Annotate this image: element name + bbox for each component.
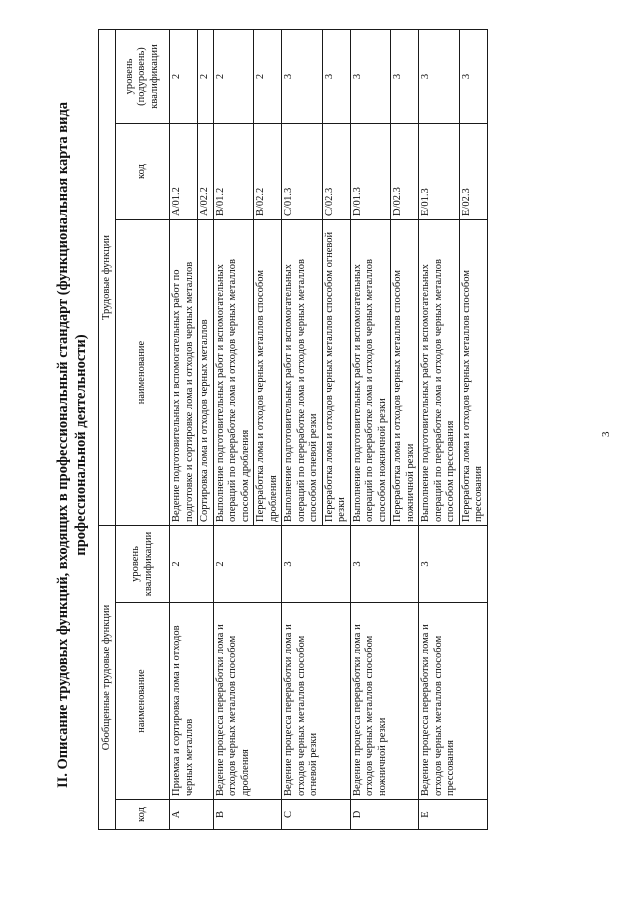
gtf-level: 3	[419, 526, 488, 603]
tf-level: 3	[391, 29, 419, 123]
gtf-name: Приемка и сортировка лома и отходов черных металлов	[170, 603, 214, 800]
header-tf-code: код	[116, 124, 170, 220]
header-tf-level: уровень (подуровень) квалификации	[116, 29, 170, 123]
gtf-level: 2	[213, 526, 282, 603]
tf-code: E/01.3	[419, 124, 460, 220]
gtf-code: C	[282, 800, 351, 830]
header-name: наименование	[116, 603, 170, 800]
tf-name: Ведение подготовительных и вспомогательных работ по подготовке и сортировке лома и отходов черных металлов	[170, 220, 198, 526]
tf-name: Выполнение подготовительных работ и вспомогательных операций по переработке лома и отходов черных металлов способом огневой резки	[282, 220, 323, 526]
gtf-name: Ведение процесса переработки лома и отходов черных металлов способом огневой резки	[282, 603, 351, 800]
tf-level: 3	[282, 29, 323, 123]
tf-level: 2	[198, 29, 214, 123]
tf-code: D/02.3	[391, 124, 419, 220]
table-row	[170, 29, 198, 829]
tf-name: Переработка лома и отходов черных металлов способом прессования	[459, 220, 487, 526]
tf-level: 3	[459, 29, 487, 123]
table-row	[350, 29, 391, 829]
functional-map-table	[98, 29, 488, 830]
tf-level: 2	[213, 29, 254, 123]
tf-name: Выполнение подготовительных работ и вспомогательных операций по переработке лома и отходов черных металлов способом ножничной резки	[350, 220, 391, 526]
tf-name: Переработка лома и отходов черных металлов способом дробления	[254, 220, 282, 526]
tf-code: A/01.2	[170, 124, 198, 220]
gtf-level: 3	[282, 526, 351, 603]
tf-name: Переработка лома и отходов черных металлов способом огневой резки	[322, 220, 350, 526]
gtf-code: D	[350, 800, 419, 830]
table-row	[213, 29, 254, 829]
table-row	[282, 29, 323, 829]
gtf-level: 3	[350, 526, 419, 603]
group-labor-header: Трудовые функции	[99, 29, 116, 525]
tf-code: A/02.2	[198, 124, 214, 220]
title-line-2: профессиональной деятельности)	[73, 334, 89, 556]
tf-name: Переработка лома и отходов черных металлов способом ножничной резки	[391, 220, 419, 526]
tf-level: 3	[322, 29, 350, 123]
tf-code: E/02.3	[459, 124, 487, 220]
tf-code: C/02.3	[322, 124, 350, 220]
tf-name: Сортировка лома и отходов черных металлов	[198, 220, 214, 526]
header-tf-name: наименование	[116, 220, 170, 526]
tf-level: 2	[254, 29, 282, 123]
tf-level: 3	[350, 29, 391, 123]
gtf-name: Ведение процесса переработки лома и отходов черных металлов способом прессования	[419, 603, 488, 800]
gtf-code: E	[419, 800, 488, 830]
header-level: уровень квалификации	[116, 526, 170, 603]
tf-name: Выполнение подготовительных работ и вспомогательных операций по переработке лома и отходов черных металлов способом прессования	[419, 220, 460, 526]
table-row	[419, 29, 460, 829]
tf-code: B/01.2	[213, 124, 254, 220]
tf-level: 2	[170, 29, 198, 123]
tf-code: D/01.3	[350, 124, 391, 220]
tf-level: 3	[419, 29, 460, 123]
page-number: 3	[600, 431, 612, 437]
header-code: код	[116, 800, 170, 830]
group-general-header: Обобщенные трудовые функции	[99, 526, 116, 830]
tf-code: C/01.3	[282, 124, 323, 220]
gtf-code: B	[213, 800, 282, 830]
gtf-level: 2	[170, 526, 214, 603]
title-line-1: II. Описание трудовых функций, входящих в профессиональный стандарт (функциональная карта вида	[55, 101, 71, 789]
gtf-name: Ведение процесса переработки лома и отходов черных металлов способом дробления	[213, 603, 282, 800]
tf-code: B/02.2	[254, 124, 282, 220]
tf-name: Выполнение подготовительных работ и вспомогательных операций по переработке лома и отходов черных металлов способом дробления	[213, 220, 254, 526]
gtf-code: A	[170, 800, 214, 830]
gtf-name: Ведение процесса переработки лома и отходов черных металлов способом ножничной резки	[350, 603, 419, 800]
page-title	[54, 75, 90, 815]
